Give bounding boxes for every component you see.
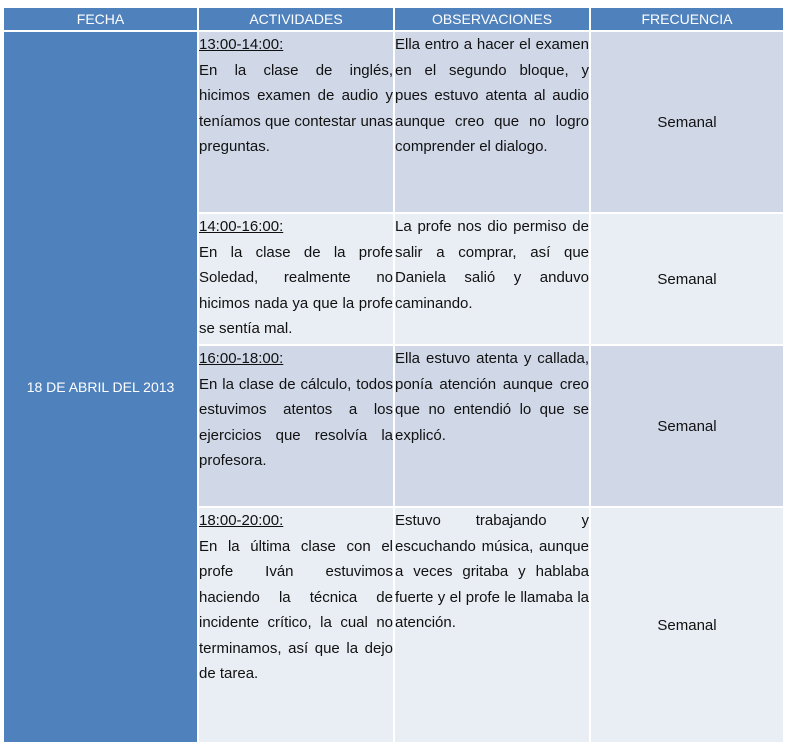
time-range: 14:00-16:00: — [199, 218, 284, 235]
activity-cell — [198, 507, 394, 743]
observation-cell: Estuvo trabajando y escuchando música, aunque a veces gritaba y hablaba fuerte y el profe le llamaba la atención. — [394, 507, 590, 743]
activity-text: En la última clase con el profe Iván estuvimos haciendo la técnica de incidente crítico, la cual no terminamos, así que la dejo de tarea. — [199, 537, 393, 682]
time-range: 18:00-20:00: — [199, 512, 284, 529]
activity-cell — [198, 31, 394, 213]
frequency-cell: Semanal — [590, 31, 784, 213]
observation-cell: La profe nos dio permiso de salir a comprar, así que Daniela salió y anduvo caminando. — [394, 213, 590, 345]
header-observaciones: OBSERVACIONES — [394, 7, 590, 31]
observation-cell: Ella entro a hacer el examen en el segundo bloque, y pues estuvo atenta al audio aunque creo que no logro comprender el dialogo. — [394, 31, 590, 213]
date-cell: 18 DE ABRIL DEL 2013 — [3, 31, 198, 743]
activity-cell — [198, 213, 394, 345]
header-frecuencia: FRECUENCIA — [590, 7, 784, 31]
observation-cell: Ella estuvo atenta y callada, ponía atención aunque creo que no entendió lo que se explicó. — [394, 345, 590, 507]
activity-cell — [198, 345, 394, 507]
header-fecha: FECHA — [3, 7, 198, 31]
activity-text: En la clase de inglés, hicimos examen de audio y teníamos que contestar unas preguntas. — [199, 61, 393, 155]
schedule-table — [2, 6, 785, 744]
activity-text: En la clase de la profe Soledad, realmente no hicimos nada ya que la profe se sentía mal. — [199, 243, 393, 337]
time-range: 16:00-18:00: — [199, 350, 284, 367]
activity-text: En la clase de cálculo, todos estuvimos atentos a los ejercicios que resolvía la profesora. — [199, 375, 393, 469]
frequency-cell: Semanal — [590, 213, 784, 345]
table-row — [3, 31, 784, 213]
header-actividades: ACTIVIDADES — [198, 7, 394, 31]
frequency-cell: Semanal — [590, 507, 784, 743]
header-row — [3, 7, 784, 31]
time-range: 13:00-14:00: — [199, 36, 284, 53]
frequency-cell: Semanal — [590, 345, 784, 507]
